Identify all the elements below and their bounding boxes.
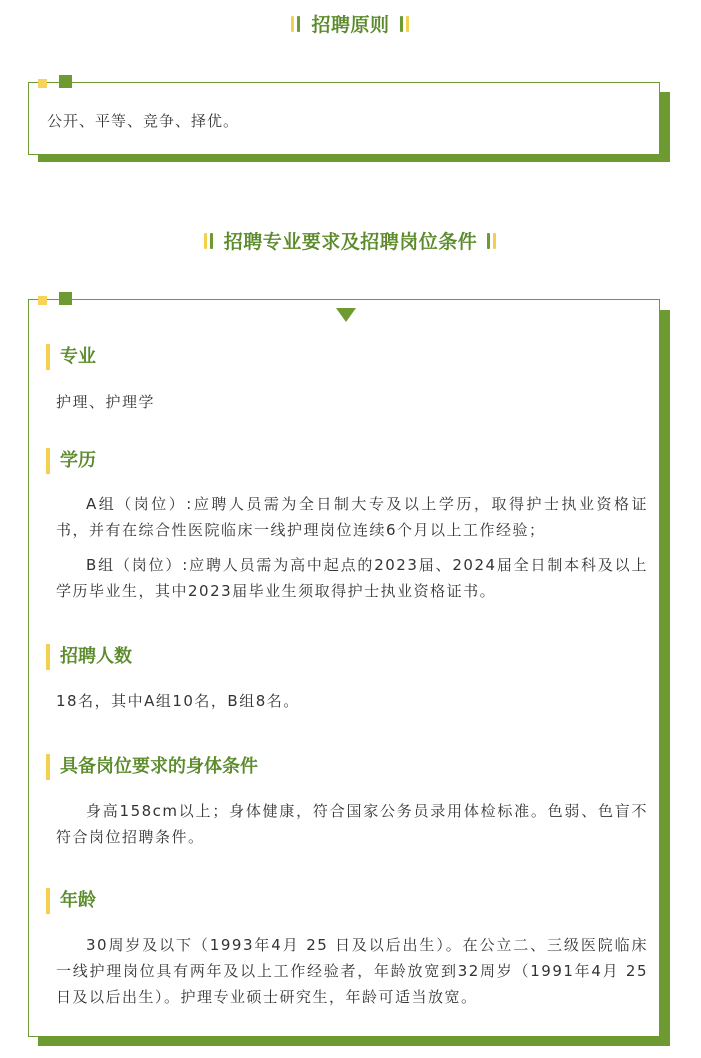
corner-square-green xyxy=(59,75,72,88)
title-text: 招聘原则 xyxy=(311,14,390,36)
age-text: 30周岁及以下（1993年4月 25 日及以后出生）。在公立二、三级医院临床一线护理岗位具有两年及以上工作经验者，年龄放宽到32周岁（1991年4月 25 日及以后出生）。护理专业硕士研究生，年龄可适当放宽。 xyxy=(56,936,648,1006)
education-group-b: B组（岗位）:应聘人员需为高中起点的2023届、2024届全日制本科及以上学历毕业生，其中2023届毕业生须取得护士执业资格证书。 xyxy=(56,556,648,600)
section-title-requirements xyxy=(0,227,701,254)
box-shadow-right xyxy=(660,310,670,1046)
corner-square-yellow xyxy=(38,296,47,305)
box-shadow-bottom xyxy=(38,154,670,162)
box-shadow-right xyxy=(660,92,670,162)
principles-text: 公开、平等、竞争、择优。 xyxy=(47,112,240,130)
title-decoration-left xyxy=(204,233,214,249)
heading-physical: 具备岗位要求的身体条件 xyxy=(46,754,258,780)
corner-square-green xyxy=(59,292,72,305)
education-group-a: A组（岗位）:应聘人员需为全日制大专及以上学历，取得护士执业资格证书，并有在综合性医院临床一线护理岗位连续6个月以上工作经验； xyxy=(56,495,648,539)
headcount-text: 18名，其中A组10名，B组8名。 xyxy=(56,692,300,710)
physical-text: 身高158cm以上；身体健康，符合国家公务员录用体检标准。色弱、色盲不符合岗位招聘条件。 xyxy=(56,802,648,846)
down-triangle-icon xyxy=(336,308,356,322)
section-title-principles xyxy=(0,10,701,37)
box-shadow-bottom xyxy=(38,1036,670,1046)
title-text: 招聘专业要求及招聘岗位条件 xyxy=(223,231,478,253)
title-decoration-right xyxy=(400,16,410,32)
heading-major: 专业 xyxy=(46,344,96,370)
title-decoration-right xyxy=(487,233,497,249)
title-decoration-left xyxy=(291,16,301,32)
corner-square-yellow xyxy=(38,79,47,88)
heading-education: 学历 xyxy=(46,448,96,474)
major-text: 护理、护理学 xyxy=(56,393,156,411)
heading-headcount: 招聘人数 xyxy=(46,644,132,670)
heading-age: 年龄 xyxy=(46,888,96,914)
